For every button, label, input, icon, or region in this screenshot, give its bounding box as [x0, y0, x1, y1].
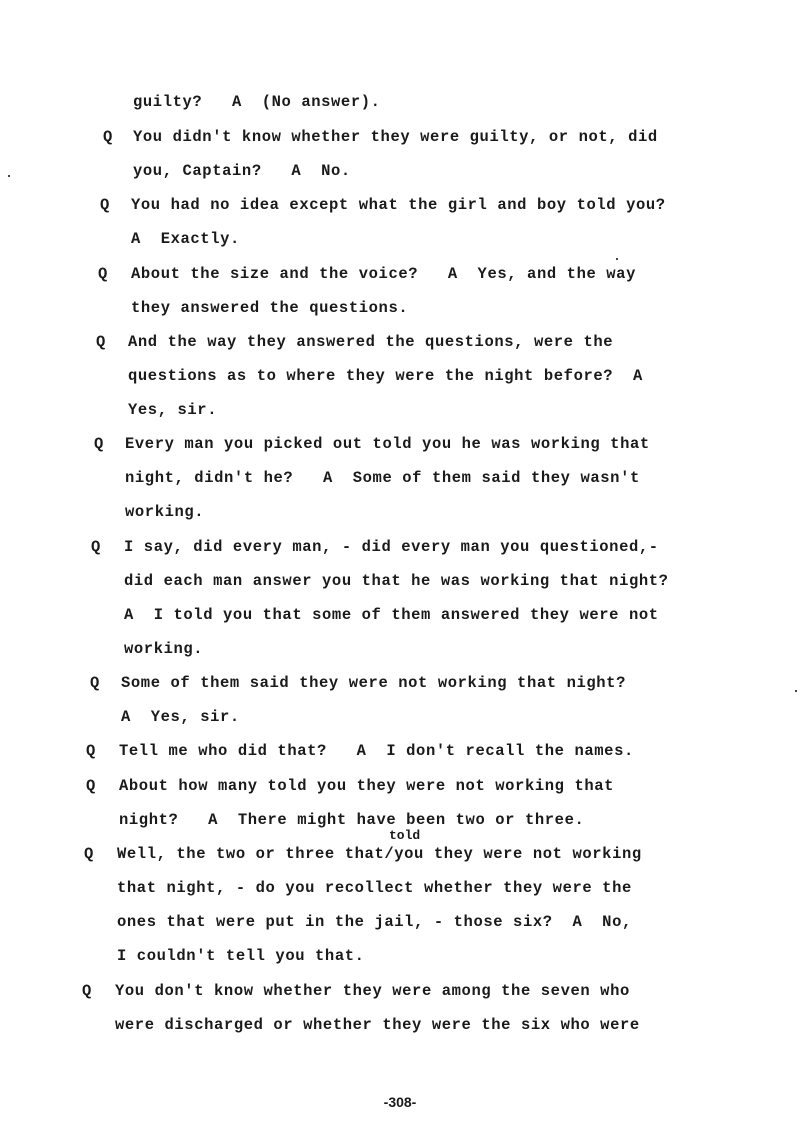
transcript-line: You didn't know whether they were guilty, or not, did	[133, 128, 658, 146]
transcript-line: I say, did every man, - did every man you questioned,-	[124, 538, 659, 556]
transcript-line: working.	[125, 503, 205, 521]
transcript-line: night, didn't he? A Some of them said they wasn't	[125, 469, 640, 487]
transcript-line: I couldn't tell you that.	[117, 947, 365, 965]
speaker-label: Q	[96, 333, 106, 351]
transcript-line: A Yes, sir.	[121, 708, 240, 726]
transcript-line: About the size and the voice? A Yes, and the way	[131, 265, 636, 283]
transcript-line: A Exactly.	[131, 230, 240, 248]
speaker-label: Q	[82, 982, 92, 1000]
transcript-line: they answered the questions.	[131, 299, 409, 317]
speaker-label: Q	[98, 265, 108, 283]
transcript-line: ones that were put in the jail, - those six? A No,	[117, 913, 632, 931]
speaker-label: Q	[94, 435, 104, 453]
speaker-label: Q	[90, 674, 100, 692]
scan-speck	[8, 175, 10, 177]
transcript-line: questions as to where they were the night before? A	[128, 367, 643, 385]
transcript-line: night? A There might have been two or three.	[119, 811, 585, 829]
speaker-label: Q	[86, 742, 96, 760]
transcript-line: you, Captain? A No.	[133, 162, 351, 180]
transcript-line: Yes, sir.	[128, 401, 218, 419]
speaker-label: Q	[86, 777, 96, 795]
scan-speck	[616, 258, 618, 260]
transcript-line: About how many told you they were not working that	[119, 777, 615, 795]
handwritten-insertion: told	[389, 828, 421, 843]
transcript-line: did each man answer you that he was working that night?	[124, 572, 669, 590]
transcript-line: A I told you that some of them answered they were not	[124, 606, 659, 624]
scan-speck	[795, 690, 797, 692]
transcript-line: were discharged or whether they were the six who were	[115, 1016, 640, 1034]
transcript-line: Well, the two or three that/you they were not working	[117, 845, 642, 863]
transcript-line: working.	[124, 640, 204, 658]
transcript-line: And the way they answered the questions, were the	[128, 333, 614, 351]
speaker-label: Q	[103, 128, 113, 146]
transcript-line: Every man you picked out told you he was working that	[125, 435, 650, 453]
transcript-line: guilty? A (No answer).	[133, 93, 381, 111]
transcript-line: Some of them said they were not working that night?	[121, 674, 626, 692]
speaker-label: Q	[84, 845, 94, 863]
transcript-line: You had no idea except what the girl and boy told you?	[131, 196, 666, 214]
transcript-line: Tell me who did that? A I don't recall the names.	[119, 742, 634, 760]
page-number: -308-	[383, 1094, 417, 1110]
speaker-label: Q	[100, 196, 110, 214]
transcript-line: that night, - do you recollect whether they were the	[117, 879, 632, 897]
transcript-line: You don't know whether they were among the seven who	[115, 982, 630, 1000]
speaker-label: Q	[91, 538, 101, 556]
